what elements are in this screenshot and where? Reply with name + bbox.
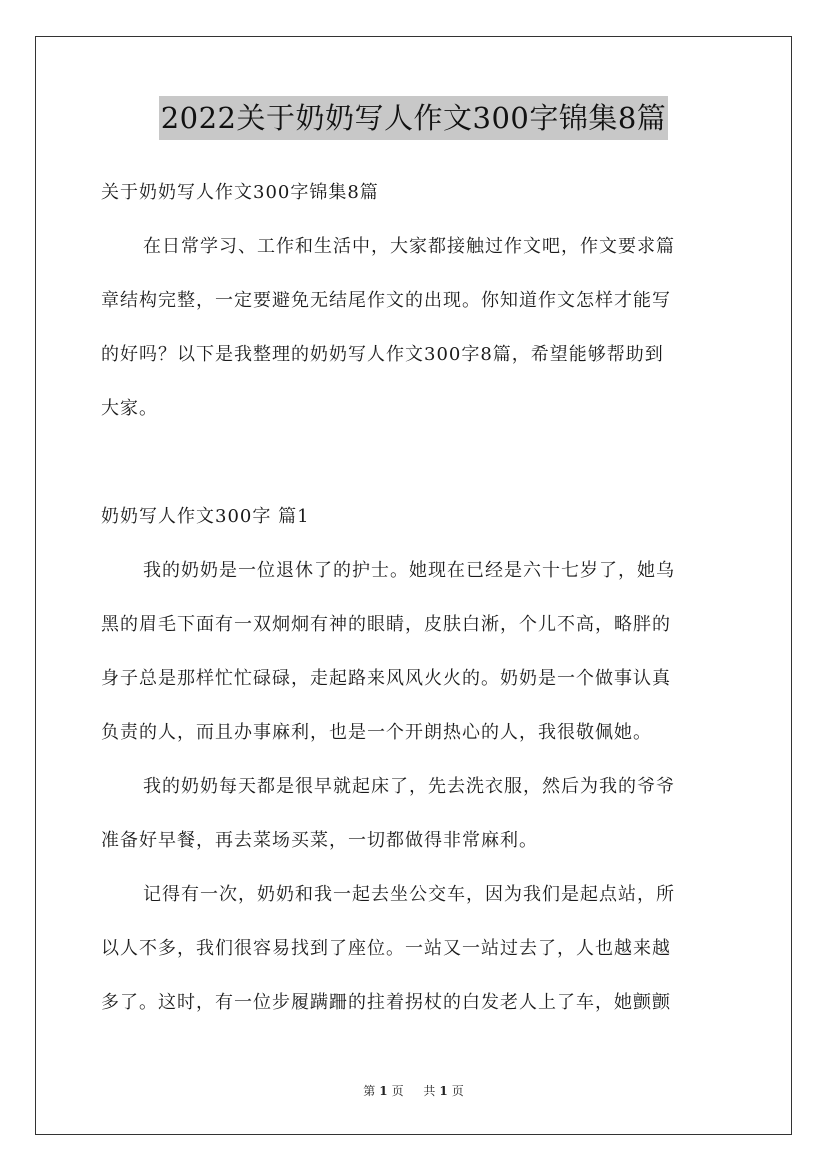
document-title: 2022关于奶奶写人作文300字锦集8篇 bbox=[159, 96, 669, 140]
paragraph-line: 我的奶奶每天都是很早就起床了，先去洗衣服，然后为我的爷爷 bbox=[143, 776, 675, 797]
document-subtitle: 关于奶奶写人作文300字锦集8篇 bbox=[101, 182, 379, 203]
paragraph-line: 以人不多，我们很容易找到了座位。一站又一站过去了，人也越来越 bbox=[101, 938, 671, 959]
document-body bbox=[101, 166, 727, 1030]
intro-line: 章结构完整，一定要避免无结尾作文的出现。你知道作文怎样才能写 bbox=[101, 290, 671, 311]
paragraph-line: 记得有一次，奶奶和我一起去坐公交车，因为我们是起点站，所 bbox=[143, 884, 675, 905]
paragraph-line: 身子总是那样忙忙碌碌，走起路来风风火火的。奶奶是一个做事认真 bbox=[101, 668, 671, 689]
paragraph-line: 准备好早餐，再去菜场买菜，一切都做得非常麻利。 bbox=[101, 830, 538, 851]
paragraph-line: 黑的眉毛下面有一双炯炯有神的眼睛，皮肤白淅，个儿不高，略胖的 bbox=[101, 614, 671, 635]
section-heading: 奶奶写人作文300字 篇1 bbox=[101, 506, 310, 527]
page-number: 1 bbox=[379, 1084, 388, 1098]
total-pages-number: 1 bbox=[439, 1084, 448, 1098]
page-footer bbox=[0, 1082, 827, 1099]
paragraph-line: 我的奶奶是一位退休了的护士。她现在已经是六十七岁了，她乌 bbox=[143, 560, 675, 581]
intro-line: 在日常学习、工作和生活中，大家都接触过作文吧，作文要求篇 bbox=[143, 236, 675, 257]
intro-line: 的好吗？以下是我整理的奶奶写人作文300字8篇，希望能够帮助到 bbox=[101, 344, 664, 365]
paragraph-line: 负责的人，而且办事麻利，也是一个开朗热心的人，我很敬佩她。 bbox=[101, 722, 652, 743]
title-container bbox=[0, 96, 827, 140]
intro-line: 大家。 bbox=[101, 398, 158, 419]
page-indicator: 第 1 页 bbox=[363, 1084, 404, 1098]
total-pages-indicator: 共 1 页 bbox=[423, 1084, 464, 1098]
paragraph-line: 多了。这时，有一位步履蹒跚的拄着拐杖的白发老人上了车，她颤颤 bbox=[101, 992, 671, 1013]
spacer bbox=[101, 436, 727, 490]
